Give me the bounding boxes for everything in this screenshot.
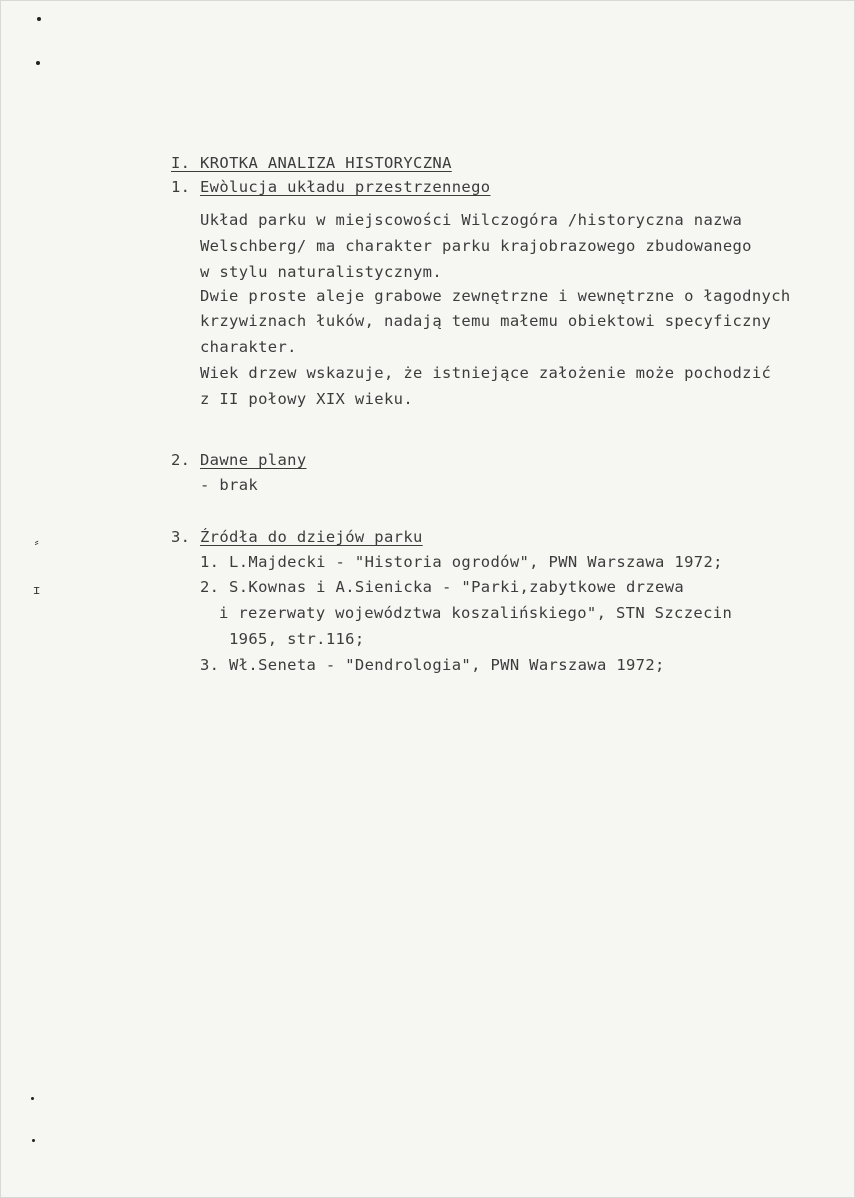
item-1-line-3: w stylu naturalistycznym. — [200, 263, 443, 281]
item-1-number: 1. — [171, 178, 191, 196]
item-2-number: 2. — [171, 451, 191, 469]
item-1-line-6: charakter. — [200, 338, 297, 356]
item-2-title: Dawne plany — [200, 451, 307, 469]
source-1: 1. L.Majdecki - "Historia ogrodów", PWN Warszawa 1972; — [200, 553, 723, 571]
item-3-number: 3. — [171, 528, 191, 546]
item-1-title: Ewòlucja układu przestrzennego — [200, 178, 491, 196]
punch-mark-bottom-2 — [32, 1139, 35, 1142]
item-1-line-8: z II połowy XIX wieku. — [200, 390, 413, 408]
item-1-line-1: Układ parku w miejscowości Wilczogóra /historyczna nazwa — [200, 211, 743, 229]
item-1-line-7: Wiek drzew wskazuje, że istniejące założenie może pochodzić — [200, 364, 772, 382]
item-1-line-4: Dwie proste aleje grabowe zewnętrzne i wewnętrzne o łagodnych — [200, 287, 791, 305]
punch-mark-top-1 — [37, 17, 41, 21]
item-3-title: Źródła do dziejów parku — [200, 528, 423, 546]
item-2-body: - brak — [200, 476, 259, 494]
item-1-line-5: krzywiznach łuków, nadają temu małemu obiektowi specyficzny — [200, 312, 772, 330]
source-2-continued-1: i rezerwaty województwa koszalińskiego", STN Szczecin — [219, 604, 733, 622]
margin-mark-1: ⸗ — [33, 535, 41, 549]
punch-mark-bottom-1 — [31, 1097, 34, 1100]
source-3: 3. Wł.Seneta - "Dendrologia", PWN Warszawa 1972; — [200, 656, 665, 674]
punch-mark-top-2 — [36, 61, 40, 65]
source-2-continued-2: 1965, str.116; — [229, 630, 365, 648]
margin-mark-2: ɪ — [33, 583, 41, 597]
section-heading: I. KROTKA ANALIZA HISTORYCZNA — [171, 154, 452, 172]
source-2: 2. S.Kownas i A.Sienicka - "Parki,zabytkowe drzewa — [200, 578, 685, 596]
item-1-line-2: Welschberg/ ma charakter parku krajobrazowego zbudowanego — [200, 237, 752, 255]
